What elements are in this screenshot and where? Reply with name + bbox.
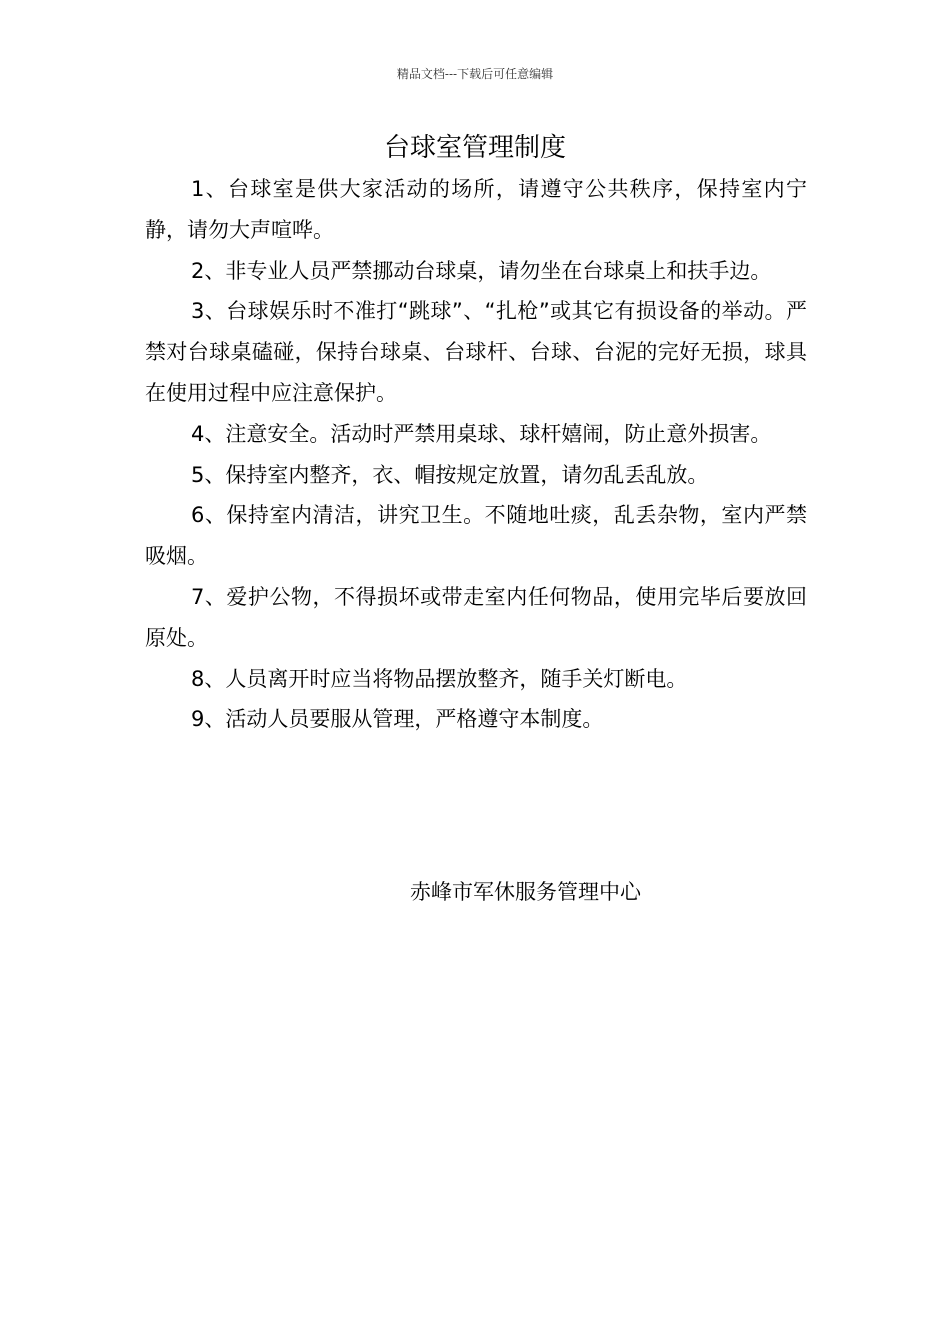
rules-list (145, 169, 807, 740)
header-note: 精品文档---下载后可任意编辑 (396, 67, 554, 81)
rule-item-6: 6、保持室内清洁，讲究卫生。不随地吐痰，乱丢杂物，室内严禁吸烟。 (145, 503, 807, 569)
rule-item-3: 3、台球娱乐时不准打“跳球”、“扎枪”或其它有损设备的举动。严禁对台球桌磕碰，保持台球桌、台球杆、台球、台泥的完好无损，球具在使用过程中应注意保护。 (145, 299, 807, 405)
rule-item-7: 7、爱护公物，不得损坏或带走室内任何物品，使用完毕后要放回原处。 (145, 584, 807, 650)
rule-item-2: 2、非专业人员严禁挪动台球桌，请勿坐在台球桌上和扶手边。 (191, 258, 772, 283)
rule-item-9: 9、活动人员要服从管理，严格遵守本制度。 (191, 707, 604, 732)
rule-item-1: 1、台球室是供大家活动的场所，请遵守公共秩序，保持室内宁静，请勿大声喧哗。 (145, 177, 807, 242)
rule-item-5: 5、保持室内整齐，衣、帽按规定放置，请勿乱丢乱放。 (191, 462, 709, 487)
rule-item-8: 8、人员离开时应当将物品摆放整齐，随手关灯断电。 (191, 666, 688, 691)
issuer-signature: 赤峰市军休服务管理中心 (410, 880, 641, 904)
document-title: 台球室管理制度 (383, 133, 566, 163)
rule-item-4: 4、注意安全。活动时严禁用桌球、球杆嬉闹，防止意外损害。 (191, 421, 772, 446)
